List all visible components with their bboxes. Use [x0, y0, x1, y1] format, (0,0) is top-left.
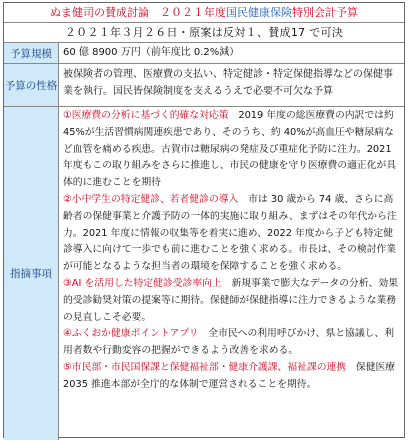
row-label-nature: 予算の性格 [4, 64, 59, 106]
row-points [4, 107, 404, 440]
point-item [63, 276, 400, 326]
point-heading: 小中学生の特定健診、若者健診の導入 [71, 193, 239, 205]
page-title [4, 3, 404, 23]
point-body: 新規事業で膨大なデータの分析、効果的受診勧奨対策の提案等に期待。保健師が保健指導に注力できるような業務の見直しこそ必要。 [63, 277, 399, 323]
point-heading: AI を活用した特定健診受診率向上 [71, 277, 222, 289]
point-body: 保健医療 2035 推進本部が全庁的な体制で運営されることを期待。 [63, 361, 396, 390]
row-budget-nature [4, 64, 404, 107]
budget-summary-table [3, 2, 405, 438]
point-body: 全市民への利用呼びかけ、県と協議し、利用者数や行動変容の把握ができるよう改善を求める。 [63, 328, 395, 357]
point-heading: 医療費の分析に基づく的確な対応策 [71, 110, 229, 121]
point-item [63, 326, 400, 360]
point-item [63, 108, 400, 192]
title-part-1: ぬま健司の賛成討論 ２０２１年度 [50, 6, 226, 19]
row-value-nature: 被保険者の管理、医療費の支払い、特定健診・特定保健指導などの保健事業を執行。国民皆保険制度を支えるうえで必要不可欠な予算 [63, 69, 393, 97]
point-heading: ふくおか健康ポイントアプリ [71, 328, 199, 340]
row-value-scale: 60 億 8900 万円（前年度比 0.2%減） [63, 47, 240, 58]
row-label-points: 指摘事項 [4, 107, 59, 440]
row-budget-scale [4, 43, 404, 64]
point-body: 市は 30 歳から 74 歳、さらに高齢者の保健事業と介護予防の一体的実施に取り組み、まずはその年代から注力。2021 年度に情報の収集等を着実に進め、2022 年度から子ども特定健診導入に向けて一歩でも前に進むことを強く求める。市長は、その検討作業が可能となるような担当者の環境を保障することを強く求める。 [63, 193, 397, 273]
vote-result: ２０２１年３月２６日・原案は反対１、賛成17 で可決 [4, 23, 404, 43]
point-item [63, 360, 400, 394]
point-heading: 市民部・市民国保課と保健福祉部・健康介護課、福祉課の連携 [71, 361, 347, 373]
points-list [59, 107, 404, 440]
point-number: ② [63, 193, 72, 205]
point-number: ① [63, 110, 72, 121]
point-number: ④ [63, 328, 72, 340]
point-item [63, 192, 400, 276]
point-number: ③ [63, 277, 72, 289]
title-part-highlight: 国民健康保険 [226, 6, 292, 19]
point-number: ⑤ [63, 361, 72, 373]
point-body: 2019 年度の総医療費の内訳では約 45%が生活習慣病関連疾患であり、そのうち、約 40%が高血圧や糖尿病など血管を痛める疾患。古賀市は糖尿病の発症及び重症化予防に注力。2021 年度もこの取り組みをさらに推進し、市民の健康を守り医療費の適正化が具体的に進むことを期待 [63, 110, 397, 189]
row-label-scale: 予算規模 [4, 43, 59, 63]
title-part-2: 特別会計予算 [292, 6, 358, 19]
